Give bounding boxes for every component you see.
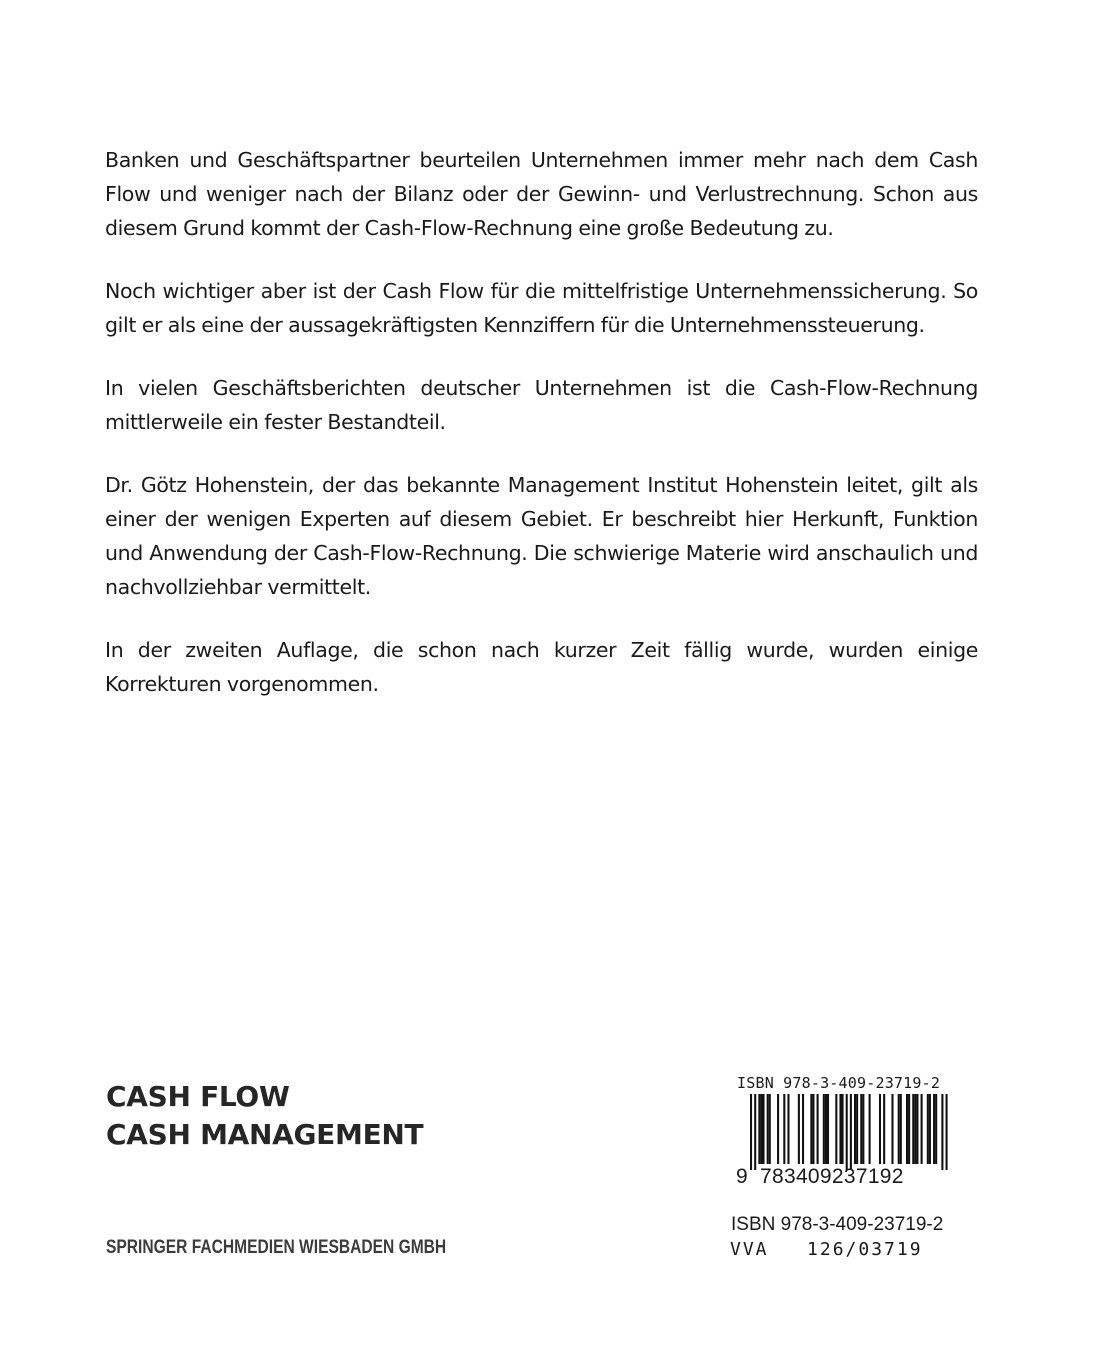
- barcode-bar: [912, 1094, 914, 1164]
- barcode-digit-group-1: 783409: [760, 1165, 832, 1188]
- barcode-bar: [869, 1094, 871, 1164]
- barcode-bar: [921, 1094, 923, 1164]
- barcode-bar: [823, 1094, 825, 1164]
- barcode-bar: [933, 1094, 935, 1164]
- barcode-bar: [787, 1094, 789, 1164]
- barcode-bar: [927, 1094, 929, 1164]
- barcode-bar: [839, 1094, 841, 1164]
- barcode-bar: [900, 1094, 902, 1164]
- publisher-name: SPRINGER FACHMEDIEN WIESBADEN GMBH: [106, 1237, 447, 1258]
- barcode-bar: [754, 1094, 756, 1170]
- barcode-bar: [908, 1094, 910, 1164]
- barcode-bar: [827, 1094, 829, 1164]
- barcode-digit-group-2: 237192: [831, 1165, 904, 1188]
- blurb-paragraph-4: Dr. Götz Hohenstein, der das bekannte Management Institut Hohenstein leitet, gilt als einer der wenigen Experten auf diesem Gebiet. Er beschreibt hier Herkunft, Funktion und Anwendung der Cash-Flow-Rechnung. Die schwierige Materie wird anschaulich und nachvollziehbar vermittelt.: [105, 473, 978, 599]
- barcode-bar: [941, 1094, 943, 1170]
- ean13-barcode: [728, 1092, 958, 1170]
- barcode-bar: [783, 1094, 785, 1164]
- barcode-bar: [906, 1094, 908, 1164]
- barcode-bar: [842, 1094, 844, 1164]
- barcode-bar: [935, 1094, 937, 1164]
- barcode-bar: [879, 1094, 881, 1164]
- barcode-bar: [767, 1094, 769, 1164]
- blurb-paragraph-5: In der zweiten Auflage, die schon nach kurzer Zeit fällig wurde, wurden einige Korrekturen vorgenommen.: [105, 638, 978, 696]
- barcode-bar: [846, 1094, 848, 1170]
- barcode-bar: [946, 1094, 948, 1170]
- barcode-isbn-label: ISBN 978-3-409-23719-2: [737, 1074, 941, 1092]
- blurb-paragraph-2: Noch wichtiger aber ist der Cash Flow für die mittelfristige Unternehmenssicherung. So gilt er als eine der aussagekräftigsten Kennziffern für die Unternehmenssteuerung.: [105, 279, 978, 337]
- barcode-bar: [914, 1094, 916, 1164]
- barcode-bar: [862, 1094, 864, 1164]
- barcode-bar: [812, 1094, 814, 1164]
- blurb-paragraph-3: In vielen Geschäftsberichten deutscher Unternehmen ist die Cash-Flow-Rechnung mittlerweile ein fester Bestandteil.: [105, 376, 978, 434]
- barcode-digits: [736, 1165, 904, 1189]
- barcode-bar: [916, 1094, 918, 1164]
- barcode-bar: [825, 1094, 827, 1164]
- barcode-bar: [929, 1094, 931, 1164]
- barcode-bar: [860, 1094, 862, 1164]
- barcode-lead-digit: 9: [736, 1165, 748, 1188]
- barcode-bar: [769, 1094, 771, 1164]
- barcode-bar: [856, 1094, 858, 1164]
- barcode-bar: [850, 1094, 852, 1170]
- barcode-bar: [760, 1094, 762, 1164]
- series-title: [106, 1078, 423, 1154]
- isbn-number: ISBN 978-3-409-23719-2: [731, 1214, 944, 1235]
- barcode-bar: [835, 1094, 837, 1164]
- barcode-bar: [798, 1094, 800, 1164]
- barcode-bar: [891, 1094, 893, 1164]
- vva-number: VVA 126/03719: [730, 1239, 923, 1260]
- barcode-bar: [777, 1094, 779, 1164]
- barcode-bar: [758, 1094, 760, 1164]
- barcode-bar: [810, 1094, 812, 1164]
- series-title-line-2: CASH MANAGEMENT: [106, 1118, 424, 1151]
- barcode-bar: [817, 1094, 819, 1164]
- back-cover-blurb: [105, 143, 978, 730]
- barcode-bar: [898, 1094, 900, 1164]
- series-title-line-1: CASH FLOW: [106, 1080, 290, 1113]
- barcode-bar: [854, 1094, 856, 1164]
- blurb-paragraph-1: Banken und Geschäftspartner beurteilen Unternehmen immer mehr nach dem Cash Flow und weniger nach der Bilanz oder der Gewinn- und Verlustrechnung. Schon aus diesem Grund kommt der Cash-Flow-Rechnung eine große Bedeutung zu.: [105, 148, 978, 240]
- barcode-bar: [802, 1094, 804, 1164]
- barcode-bar: [883, 1094, 885, 1164]
- barcode-bar: [750, 1094, 752, 1170]
- barcode-bar: [762, 1094, 764, 1164]
